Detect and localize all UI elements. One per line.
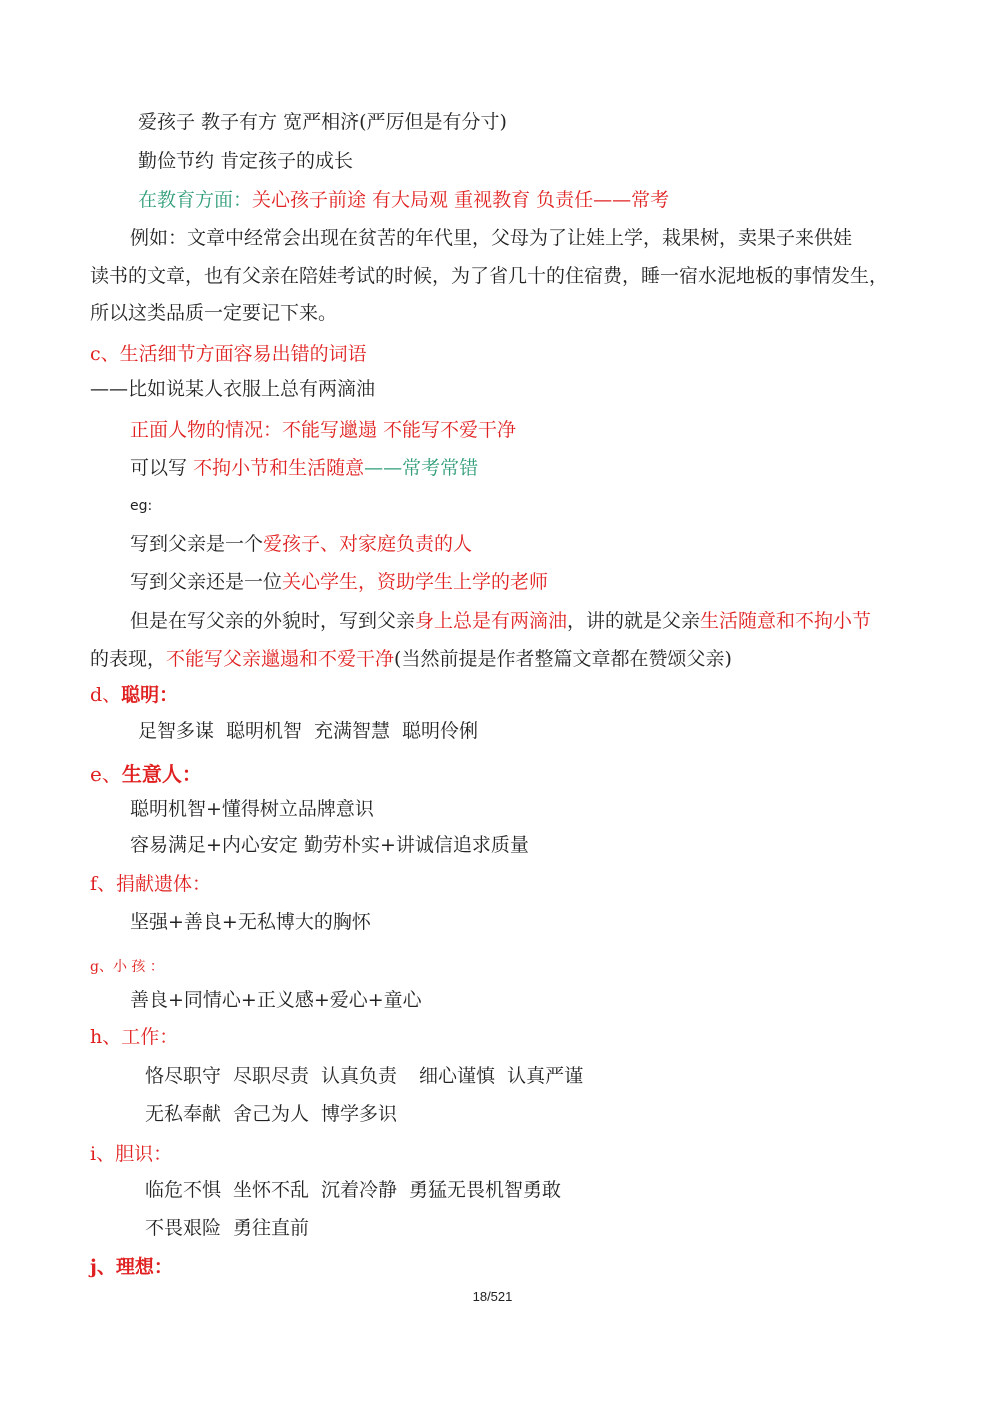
section-h-heading: h、工作： — [90, 1026, 179, 1048]
line-education — [138, 188, 669, 212]
father-teacher-traits: 关心学生，资助学生上学的老师 — [282, 571, 549, 593]
section-e-title: 生意人： — [121, 762, 202, 786]
can-write-traits: 不拘小节和生活随意 — [193, 457, 365, 479]
can-write-label: 可以写 — [130, 457, 188, 479]
line-love-children: 爱孩子 教子有方 宽严相济(严厉但是有分寸) — [138, 111, 507, 133]
section-j-heading: j、理想： — [90, 1256, 173, 1278]
section-e-letter: e、 — [90, 762, 122, 786]
word-item: 恪尽职守 — [145, 1065, 222, 1087]
line-work-words-2 — [145, 1102, 397, 1126]
section-d-title: 聪明： — [121, 684, 179, 706]
line-father-appearance-1 — [130, 609, 871, 633]
eg-label: eg: — [130, 498, 153, 514]
paragraph-example-line-1: 例如：文章中经常会出现在贫苦的年代里，父母为了让娃上学，栽果树，卖果子来供娃 — [130, 227, 853, 249]
education-label: 在教育方面： — [138, 189, 253, 211]
appearance-traits: 生活随意和不拘小节 — [700, 610, 872, 632]
word-item: 足智多谋 — [138, 720, 215, 742]
line-child: 善良+同情心+正义感+爱心+童心 — [130, 989, 422, 1011]
line-smart-words — [138, 719, 478, 743]
word-item: 无私奉献 — [145, 1103, 222, 1125]
section-i-heading: i、胆识： — [90, 1143, 173, 1165]
word-item: 聪明伶俐 — [402, 720, 479, 742]
line-father-teacher — [130, 570, 548, 594]
word-item: 聪明机智 — [226, 720, 303, 742]
line-courage-words-1 — [145, 1178, 561, 1202]
word-item: 不畏艰险 — [145, 1217, 222, 1239]
line-courage-words-2 — [145, 1216, 309, 1240]
appearance-2-prefix: 的表现， — [90, 648, 167, 670]
line-donation: 坚强+善良+无私博大的胸怀 — [130, 911, 371, 933]
line-business-2: 容易满足+内心安定 勤劳朴实+讲诚信追求质量 — [130, 834, 529, 856]
word-item: 坐怀不乱 — [233, 1179, 310, 1201]
line-father-loving — [130, 532, 472, 556]
word-item: 细心谨慎 — [419, 1065, 496, 1087]
word-item: 认真严谨 — [507, 1065, 584, 1087]
section-d-letter: d、 — [90, 684, 122, 706]
word-item: 充满智慧 — [314, 720, 391, 742]
can-write-note: ——常考常错 — [364, 457, 479, 479]
father-loving-traits: 爱孩子、对家庭负责的人 — [263, 533, 473, 555]
word-item: 沉着冷静 — [321, 1179, 398, 1201]
line-positive-character: 正面人物的情况：不能写邋遢 不能写不爱干净 — [130, 419, 517, 441]
word-item: 尽职尽责 — [233, 1065, 310, 1087]
appearance-2-note: (当然前提是作者整篇文章都在赞颂父亲) — [394, 648, 732, 670]
word-item: 舍己为人 — [233, 1103, 310, 1125]
page-number: 18/521 — [472, 1289, 513, 1304]
section-g-heading: g、小 孩 ： — [90, 959, 164, 975]
father-loving-prefix: 写到父亲是一个 — [130, 533, 264, 555]
appearance-prefix: 但是在写父亲的外貌时，写到父亲 — [130, 610, 416, 632]
word-item: 博学多识 — [321, 1103, 398, 1125]
line-business-1: 聪明机智+懂得树立品牌意识 — [130, 798, 374, 820]
appearance-middle: ，讲的就是父亲 — [567, 610, 701, 632]
line-two-drops-of-oil: ——比如说某人衣服上总有两滴油 — [90, 378, 376, 400]
father-teacher-prefix: 写到父亲还是一位 — [130, 571, 283, 593]
section-d-heading — [90, 683, 178, 707]
appearance-oil: 身上总是有两滴油 — [415, 610, 568, 632]
word-item: 临危不惧 — [145, 1179, 222, 1201]
paragraph-example-line-3: 所以这类品质一定要记下来。 — [90, 302, 338, 324]
section-e-heading — [90, 762, 202, 786]
line-work-words-1 — [145, 1064, 583, 1088]
paragraph-example-line-2: 读书的文章，也有父亲在陪娃考试的时候，为了省几十的住宿费，睡一宿水泥地板的事情发生， — [90, 265, 889, 287]
appearance-2-forbidden: 不能写父亲邋遢和不爱干净 — [166, 648, 395, 670]
word-item: 认真负责 — [321, 1065, 398, 1087]
education-traits: 关心孩子前途 有大局观 重视教育 负责任——常考 — [252, 189, 670, 211]
word-item: 勇往直前 — [233, 1217, 310, 1239]
section-f-heading: f、捐献遗体： — [90, 873, 212, 895]
word-item: 勇猛无畏机智勇敢 — [409, 1179, 562, 1201]
line-father-appearance-2 — [90, 647, 732, 671]
line-thrifty: 勤俭节约 肯定孩子的成长 — [138, 150, 354, 172]
section-c-heading: c、生活细节方面容易出错的词语 — [90, 343, 367, 365]
line-can-write — [130, 456, 478, 480]
